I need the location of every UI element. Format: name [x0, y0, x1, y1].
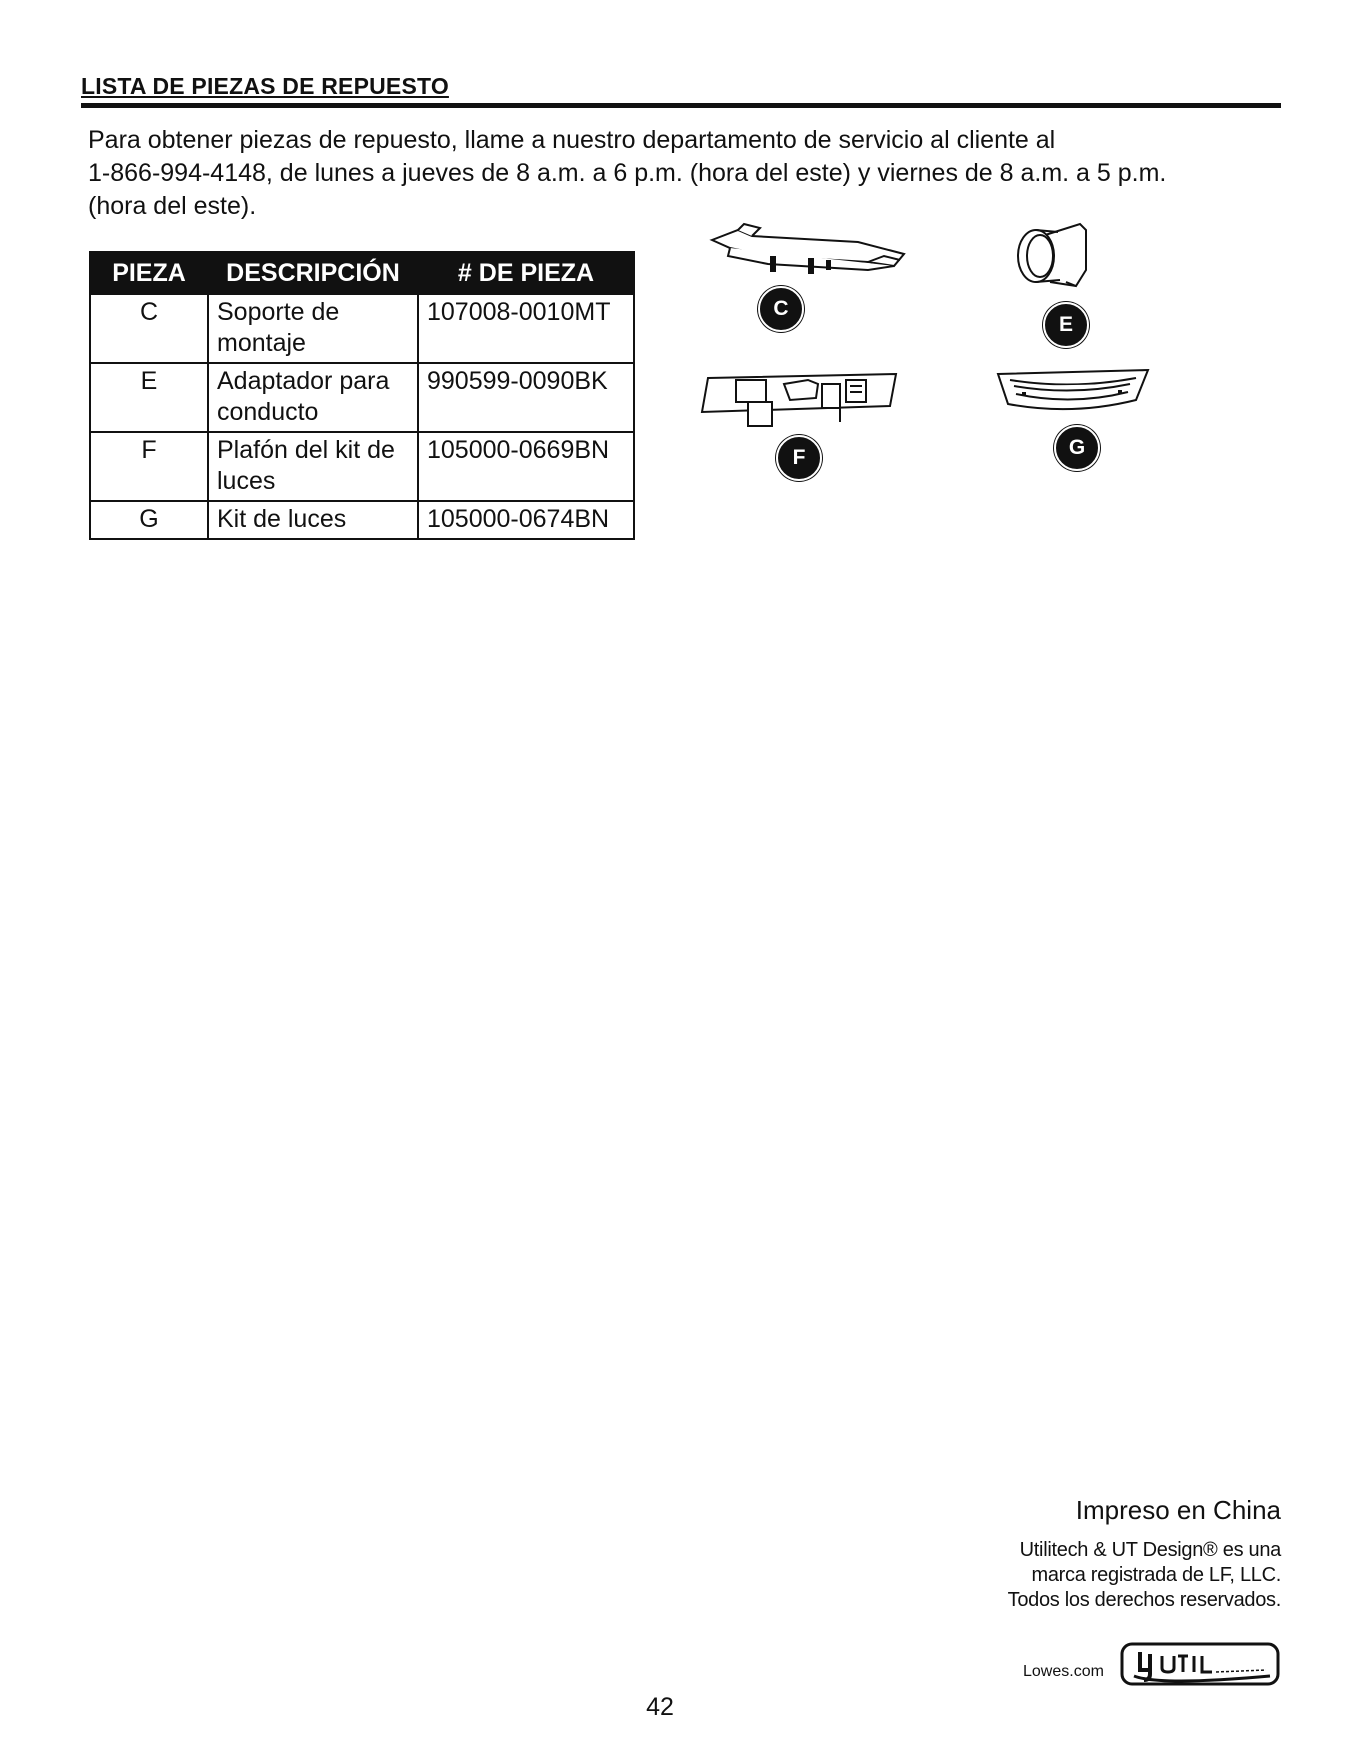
printed-in-label: Impreso en China — [1075, 1495, 1281, 1525]
part-label-badge: F — [776, 435, 822, 481]
description-line: conducto — [217, 398, 319, 426]
intro-line: Para obtener piezas de repuesto, llame a nuestro departamento de servicio al cliente al — [88, 126, 1056, 154]
part-number: 990599-0090BK — [418, 363, 634, 432]
table-row — [90, 432, 634, 501]
mounting-bracket-illustration — [708, 222, 908, 284]
part-code: E — [90, 363, 208, 432]
column-header-part-number: # DE PIEZA — [418, 252, 634, 294]
part-label-badge: G — [1054, 425, 1100, 471]
legal-line: Todos los derechos reservados. — [1007, 1589, 1281, 1611]
description-line: montaje — [217, 329, 306, 357]
utilitech-logo-icon — [1120, 1640, 1280, 1688]
table-row — [90, 363, 634, 432]
description-line: Plafón del kit de — [217, 436, 395, 464]
column-header-description: DESCRIPCIÓN — [208, 252, 418, 294]
part-label-badge: C — [758, 286, 804, 332]
part-description — [208, 294, 418, 363]
intro-paragraph — [88, 124, 1278, 223]
part-number: 105000-0674BN — [418, 501, 634, 539]
table-row — [90, 501, 634, 539]
part-code: C — [90, 294, 208, 363]
description-line: Kit de luces — [217, 505, 347, 533]
description-line: Adaptador para — [217, 367, 390, 395]
column-header-piece: PIEZA — [90, 252, 208, 294]
description-line: luces — [217, 467, 276, 495]
part-label-badge: E — [1043, 302, 1089, 348]
page-title: LISTA DE PIEZAS DE REPUESTO — [81, 73, 449, 99]
retailer-website: Lowes.com — [1023, 1663, 1104, 1680]
light-kit-illustration — [992, 366, 1154, 418]
legal-line: marca registrada de LF, LLC. — [1031, 1564, 1281, 1586]
duct-adapter-illustration — [1010, 222, 1090, 298]
page-number: 42 — [646, 1693, 674, 1721]
description-line: Soporte de — [217, 298, 340, 326]
part-description — [208, 363, 418, 432]
parts-table — [89, 251, 635, 540]
table-header-row — [90, 252, 634, 294]
part-description — [208, 501, 418, 539]
legal-line: Utilitech & UT Design® es una — [1019, 1539, 1281, 1561]
part-description — [208, 432, 418, 501]
light-kit-plate-illustration — [700, 368, 900, 430]
trademark-notice — [1008, 1538, 1281, 1613]
intro-line: 1-866-994-4148, de lunes a jueves de 8 a.m. a 6 p.m. (hora del este) y viernes de 8 a.m. a 5 p.m. — [88, 159, 1167, 187]
table-row — [90, 294, 634, 363]
heading-divider — [81, 103, 1281, 108]
intro-line: (hora del este). — [88, 192, 257, 220]
part-code: G — [90, 501, 208, 539]
part-code: F — [90, 432, 208, 501]
part-number: 105000-0669BN — [418, 432, 634, 501]
part-number: 107008-0010MT — [418, 294, 634, 363]
